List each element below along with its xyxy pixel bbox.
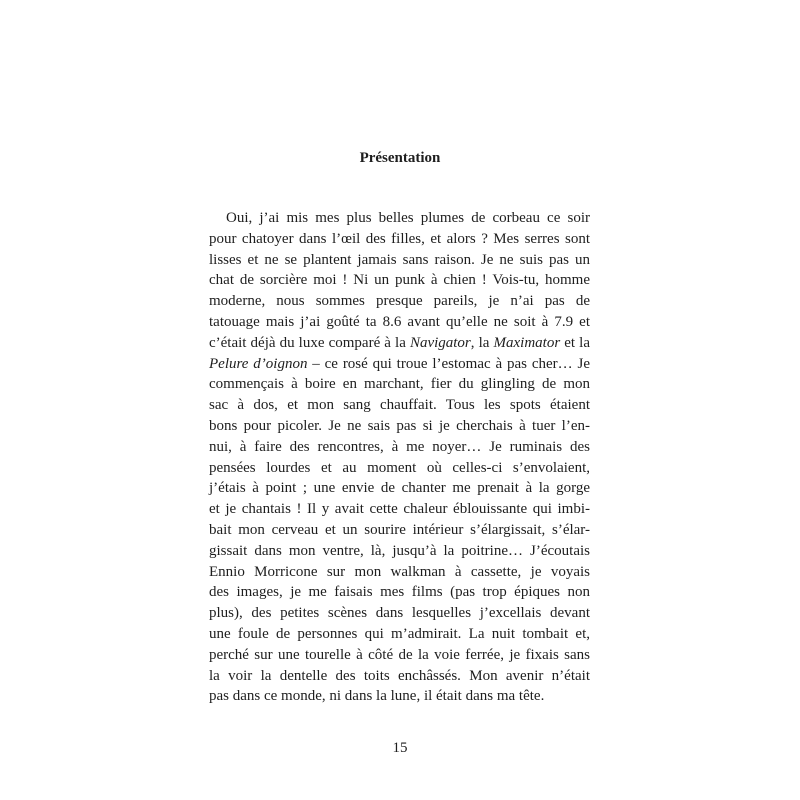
text-line: la voir la dentelle des toits enchâssés. Mon avenir n’était — [209, 667, 590, 684]
text-line: Ennio Morricone sur mon walkman à cassette, je voyais — [209, 563, 590, 580]
text-line: moderne, nous sommes presque pareils, je n’ai pas de — [209, 293, 590, 310]
text-line: et je chantais ! Il y avait cette chaleur éblouissante qui imbi- — [209, 501, 590, 518]
text-line: lisses et ne se plantent jamais sans raison. Je ne suis pas un — [209, 251, 590, 268]
text-line: une foule de personnes qui m’admirait. La nuit tombait et, — [209, 625, 590, 642]
text-line: commençais à boire en marchant, fier du glingling de mon — [209, 376, 590, 393]
text-segment: , la — [470, 334, 494, 351]
text-segment: et la — [560, 334, 590, 351]
text-line: plus), des petites scènes dans lesquelles j’excellais devant — [209, 605, 590, 622]
text-line: bons pour picoler. Je ne sais pas si je cherchais à tuer l’en- — [209, 417, 590, 434]
text-line: des images, je me faisais mes films (pas trop épiques non — [209, 584, 590, 601]
text-line: Oui, j’ai mis mes plus belles plumes de corbeau ce soir — [226, 210, 590, 226]
text-segment: – ce rosé qui troue l’estomac à pas cher… Je — [307, 355, 591, 372]
italic-title: Maximator — [493, 334, 561, 351]
text-line: j’étais à point ; une envie de chanter me prenait à la gorge — [209, 480, 590, 497]
text-line — [209, 354, 590, 375]
text-line: tatouage mais j’ai goûté ta 8.6 avant qu’elle ne soit à 7.9 et — [209, 313, 590, 330]
body-paragraph — [209, 208, 590, 707]
text-line: gissait dans mon ventre, là, jusqu’à la poitrine… J’écoutais — [209, 542, 590, 559]
chapter-title: Présentation — [359, 150, 441, 166]
text-line: bait mon cerveau et un sourire intérieur s’élargissait, s’élar- — [209, 521, 590, 538]
page-number: 15 — [392, 740, 408, 756]
text-line: perché sur une tourelle à côté de la voie ferrée, je fixais sans — [209, 646, 590, 663]
italic-title: Navigator — [409, 334, 471, 351]
text-line: chat de sorcière moi ! Ni un punk à chien ! Vois-tu, homme — [209, 272, 590, 289]
text-line: pas dans ce monde, ni dans la lune, il était dans ma tête. — [209, 688, 545, 705]
text-segment: c’était déjà du luxe comparé à la — [209, 334, 410, 351]
text-line: pensées lourdes et au moment où celles-ci s’envolaient, — [209, 459, 590, 476]
text-line: sac à dos, et mon sang chauffait. Tous les spots étaient — [209, 397, 590, 414]
italic-title: Pelure d’oignon — [209, 355, 308, 372]
text-line: nui, à faire des rencontres, à me noyer… Je ruminais des — [209, 438, 590, 455]
text-line — [209, 333, 590, 354]
text-line: pour chatoyer dans l’œil des filles, et alors ? Mes serres sont — [209, 230, 590, 247]
